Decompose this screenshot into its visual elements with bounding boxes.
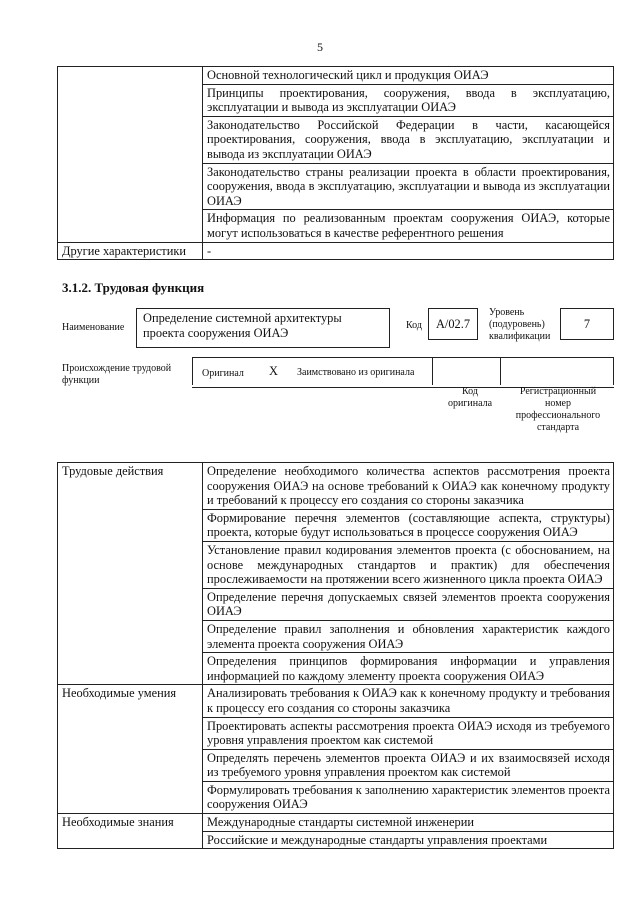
table-cell: Основной технологический цикл и продукция ОИАЭ <box>203 67 614 85</box>
table-cell: Определение необходимого количества аспектов рассмотрения проекта сооружения ОИАЭ на основе требований к ОИАЭ как конечному продукту и требований к процессу его создания со стороны заказчика <box>203 463 614 510</box>
table-cell: Анализировать требования к ОИАЭ как к конечному продукту и требования к процессу его создания со стороны заказчика <box>203 685 614 717</box>
origin-cell <box>192 358 433 385</box>
reg-number-cell <box>500 358 614 385</box>
table-cell: Принципы проектирования, сооружения, ввода в эксплуатацию, эксплуатации и вывода из эксплуатации ОИАЭ <box>203 84 614 116</box>
qualification-level-box: 7 <box>560 308 614 340</box>
table-row <box>58 242 614 260</box>
row-label <box>58 67 203 243</box>
origin-label: Происхождение трудовой функции <box>62 363 172 386</box>
table-cell: Определение правил заполнения и обновления характеристик каждого элемента проекта сооружения ОИАЭ <box>203 620 614 652</box>
required-skills-label: Необходимые умения <box>58 685 203 814</box>
code-label: Код <box>406 320 422 331</box>
reg-number-label: Регистрационный номер профессионального стандарта <box>515 386 601 433</box>
table-cell: Определять перечень элементов проекта ОИАЭ и их взаимосвязей исходя из требуемого уровня управления проектом как системой <box>203 749 614 781</box>
origin-row <box>192 357 614 388</box>
table-row <box>58 463 614 510</box>
code-box: А/02.7 <box>428 308 478 340</box>
table-row <box>58 67 614 85</box>
borrowed-label: Заимствовано из оригинала <box>297 367 415 378</box>
labor-function-table <box>57 462 614 849</box>
original-label: Оригинал <box>202 368 244 379</box>
other-characteristics-value: - <box>203 242 614 260</box>
code-original-label: Код оригинала <box>447 386 493 409</box>
table-cell: Законодательство страны реализации проекта в области проектирования, сооружения, ввода в эксплуатацию, эксплуатации и вывода из эксплуатации ОИАЭ <box>203 163 614 210</box>
function-name-box: Определение системной архитектуры проекта сооружения ОИАЭ <box>136 308 390 348</box>
original-mark: X <box>269 364 278 378</box>
qualification-level-label: Уровень (подуровень) квалификации <box>489 307 551 342</box>
table-cell: Формулировать требования к заполнению характеристик элементов проекта сооружения ОИАЭ <box>203 781 614 813</box>
table-cell: Информация по реализованным проектам сооружения ОИАЭ, которые могут использоваться в качестве референтного решения <box>203 210 614 242</box>
other-characteristics-label: Другие характеристики <box>58 242 203 260</box>
table-cell: Установление правил кодирования элементов проекта (с обоснованием, на основе международных стандартов и практик) для обеспечения прослеживаемости на протяжении всего жизненного цикла проекта ОИАЭ <box>203 541 614 588</box>
page-number: 5 <box>317 40 323 54</box>
table-cell: Проектировать аспекты рассмотрения проекта ОИАЭ исходя из требуемого уровня управления проектом как системой <box>203 717 614 749</box>
labor-actions-label: Трудовые действия <box>58 463 203 685</box>
table-row <box>58 814 614 832</box>
table-cell: Международные стандарты системной инженерии <box>203 814 614 832</box>
table-cell: Законодательство Российской Федерации в части, касающейся проектирования, сооружения, ввода в эксплуатацию, эксплуатации и вывода из эксплуатации ОИАЭ <box>203 116 614 163</box>
name-label: Наименование <box>62 322 125 333</box>
code-original-cell <box>432 358 501 385</box>
knowledge-continuation-table <box>57 66 614 260</box>
table-cell: Формирование перечня элементов (составляющие аспекта, структуры) проекта, которые будут использоваться в процессе сооружения ОИАЭ <box>203 509 614 541</box>
required-knowledge-label: Необходимые знания <box>58 814 203 849</box>
section-title: 3.1.2. Трудовая функция <box>62 280 205 295</box>
table-cell: Определения принципов формирования информации и управления информацией по каждому элементу проекта сооружения ОИАЭ <box>203 653 614 685</box>
table-row <box>58 685 614 717</box>
table-cell: Российские и международные стандарты управления проектами <box>203 831 614 849</box>
table-cell: Определение перечня допускаемых связей элементов проекта сооружения ОИАЭ <box>203 588 614 620</box>
